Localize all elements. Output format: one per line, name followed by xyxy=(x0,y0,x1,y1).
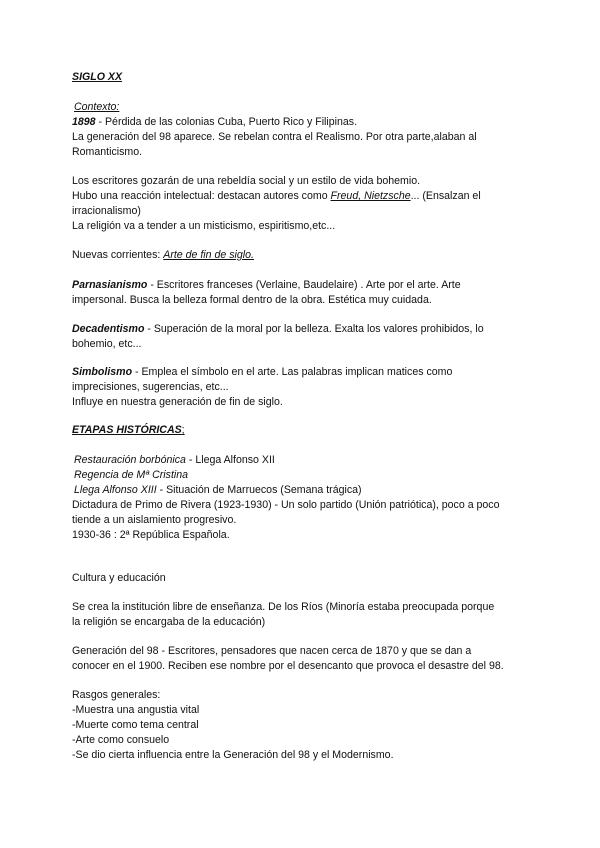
paragraph-parnasianismo-line1 xyxy=(72,279,461,292)
corrientes-label: Nuevas corrientes: xyxy=(72,249,164,261)
term-decadentismo: Decadentismo xyxy=(72,323,145,335)
term-simbolismo: Simbolismo xyxy=(72,366,133,378)
paragraph-decadentismo-line2: bohemio, etc... xyxy=(72,338,142,350)
paragraph-simbolismo-line3: Influye en nuestra generación de fin de siglo. xyxy=(72,396,283,408)
heading-siglo-xx: SIGLO XX xyxy=(72,71,123,83)
reaccion-pre: Hubo una reacción intelectual: destacan autores como xyxy=(72,190,331,202)
corrientes-link: Arte de fin de siglo. xyxy=(163,249,254,261)
etapa-dictadura-line2: tiende a un aislamiento progresivo. xyxy=(72,514,237,526)
etapas-title-suffix: ; xyxy=(181,424,185,436)
text-1898: - Pérdida de las colonias Cuba, Puerto Rico y Filipinas. xyxy=(95,116,358,128)
list-item: -Se dio cierta influencia entre la Generación del 98 y el Modernismo. xyxy=(72,749,394,761)
etapa-regencia: Regencia de Mª Cristina xyxy=(74,469,189,481)
reaccion-autores: Freud, Nietzsche xyxy=(330,190,411,202)
restauracion-text: - Llega Alfonso XII xyxy=(185,454,275,466)
reaccion-post: ... (Ensalzan el xyxy=(410,190,481,202)
paragraph-parnasianismo-line2: impersonal. Busca la belleza formal dentro de la obra. Estética muy cuidada. xyxy=(72,294,432,306)
etapas-title: ETAPAS HISTÓRICAS xyxy=(72,424,182,436)
paragraph-institucion-line1: Se crea la institución libre de enseñanza. De los Ríos (Minoría estaba preocupada porque xyxy=(72,601,495,613)
paragraph-gen98-line1: La generación del 98 aparece. Se rebelan contra el Realismo. Por otra parte,alaban al xyxy=(72,131,477,143)
paragraph-simbolismo-line2: imprecisiones, sugerencias, etc... xyxy=(72,381,229,393)
paragraph-reaccion-line1 xyxy=(72,190,481,203)
heading-rasgos: Rasgos generales: xyxy=(72,689,161,701)
list-item: -Muestra una angustia vital xyxy=(72,704,200,716)
paragraph-simbolismo-line1 xyxy=(72,366,452,379)
alfonso-term: Llega Alfonso XIII xyxy=(74,484,157,496)
paragraph-gen98-def-line1: Generación del 98 - Escritores, pensadores que nacen cerca de 1870 y que se dan a xyxy=(72,645,472,657)
etapa-republica: 1930-36 : 2ª República Española. xyxy=(72,529,230,541)
paragraph-gen98-line2: Romanticismo. xyxy=(72,146,143,158)
simbolismo-text: - Emplea el símbolo en el arte. Las palabras implican matices como xyxy=(132,366,453,378)
alfonso-text: - Situación de Marruecos (Semana trágica) xyxy=(156,484,362,496)
etapa-restauracion xyxy=(74,454,275,467)
paragraph-corrientes xyxy=(72,249,254,262)
paragraph-institucion-line2: la religión se encargaba de la educación) xyxy=(72,616,266,628)
paragraph-decadentismo-line1 xyxy=(72,323,484,336)
paragraph-reaccion-line2: irracionalismo) xyxy=(72,205,141,217)
paragraph-gen98-def-line2: conocer en el 1900. Reciben ese nombre por el desencanto que provoca el desastre del 98. xyxy=(72,660,504,672)
heading-cultura: Cultura y educación xyxy=(72,572,166,584)
restauracion-term: Restauración borbónica xyxy=(74,454,186,466)
list-item: -Arte como consuelo xyxy=(72,734,170,746)
decadentismo-text: - Superación de la moral por la belleza. Exalta los valores prohibidos, lo xyxy=(144,323,484,335)
paragraph-bohemio: Los escritores gozarán de una rebeldía social y un estilo de vida bohemio. xyxy=(72,175,421,187)
list-item: -Muerte como tema central xyxy=(72,719,199,731)
paragraph-1898 xyxy=(72,116,357,129)
contexto-label: Contexto: xyxy=(74,101,120,113)
parnasianismo-text: - Escritores franceses (Verlaine, Baudelaire) . Arte por el arte. Arte xyxy=(147,279,461,291)
etapa-alfonso-xiii xyxy=(74,484,362,497)
term-parnasianismo: Parnasianismo xyxy=(72,279,148,291)
etapa-dictadura-line1: Dictadura de Primo de Rivera (1923-1930) - Un solo partido (Unión patriótica), poco a poco xyxy=(72,499,500,511)
paragraph-religion: La religión va a tender a un misticismo, espiritismo,etc... xyxy=(72,220,336,232)
year-1898: 1898 xyxy=(72,116,96,128)
heading-etapas xyxy=(72,424,185,437)
